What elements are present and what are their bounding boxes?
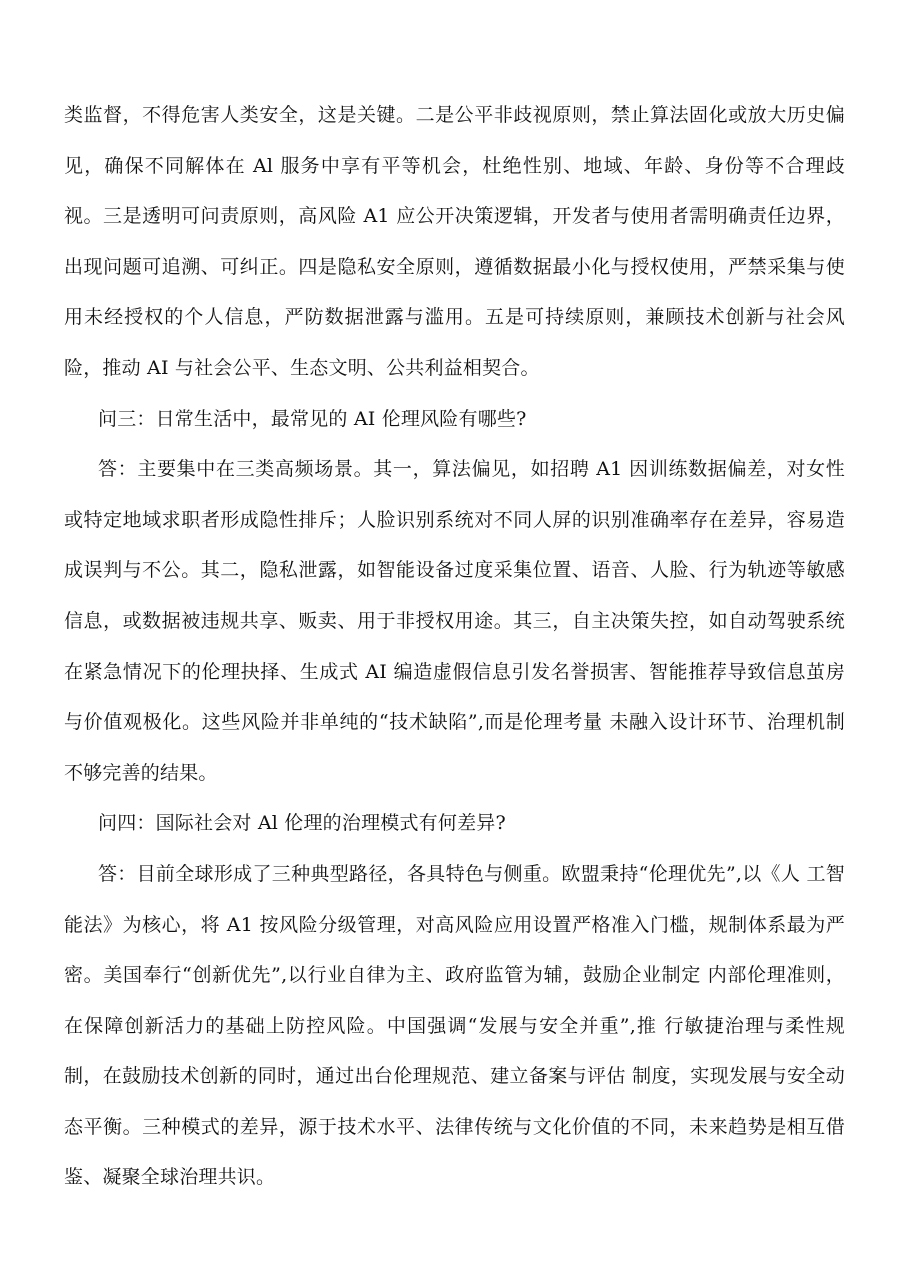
question-four: 问四：国际社会对 Al 伦理的治理模式有何差异? xyxy=(98,812,506,835)
document-page xyxy=(64,90,845,1203)
answer-four: 答：目前全球形成了三种典型路径，各具特色与侧重。欧盟秉持“伦理优先”,以《人 工智能法》为核心，将 A1 按风险分级管理，对高风险应用设置严格准入门槛，规制体系最为严密。美国奉行“创新优先”,以行业自律为主、政府监管为辅，鼓励企业制定 内部伦理准则，在保障创新活力的基础上防控风险。中国强调“发展与安全并重”,推 行敏捷治理与柔性规制，在鼓励技术创新的同时，通过出台伦理规范、建立备案与评估 制度，实现发展与安全动态平衡。三种模式的差异，源于技术水平、法律传统与文化价值的不同，未来趋势是相互借鉴、凝聚全球治理共识。 xyxy=(64,862,845,1189)
paragraph-principles-continued: 类监督，不得危害人类安全，这是关键。二是公平非歧视原则，禁止算法固化或放大历史偏见，确保不同解体在 Al 服务中享有平等机会，杜绝性别、地域、年龄、身份等不合理歧视。三是透明可问责原则，高风险 A1 应公开决策逻辑，开发者与使用者需明确责任边界，出现问题可追溯、可纠正。四是隐私安全原则，遵循数据最小化与授权使用，严禁采集与使用未经授权的个人信息，严防数据泄露与滥用。五是可持续原则，兼顾技术创新与社会风险，推动 AI 与社会公平、生态文明、公共利益相契合。 xyxy=(64,104,845,379)
answer-three: 答：主要集中在三类高频场景。其一，算法偏见，如招聘 A1 因训练数据偏差，对女性或特定地域求职者形成隐性排斥；人脸识别系统对不同人屏的识别准确率存在差异，容易造成误判与不公。其二，隐私泄露，如智能设备过度采集位置、语音、人脸、行为轨迹等敏感信息，或数据被违规共享、贩卖、用于非授权用途。其三，自主决策失控，如自动驾驶系统在紧急情况下的伦理抉择、生成式 AI 编造虚假信息引发名誉损害、智能推荐导致信息茧房与价值观极化。这些风险并非单纯的“技术缺陷”,而是伦理考量 未融入设计环节、治理机制不够完善的结果。 xyxy=(64,458,845,784)
question-three: 问三：日常生活中，最常见的 AI 伦理风险有哪些? xyxy=(98,407,527,430)
